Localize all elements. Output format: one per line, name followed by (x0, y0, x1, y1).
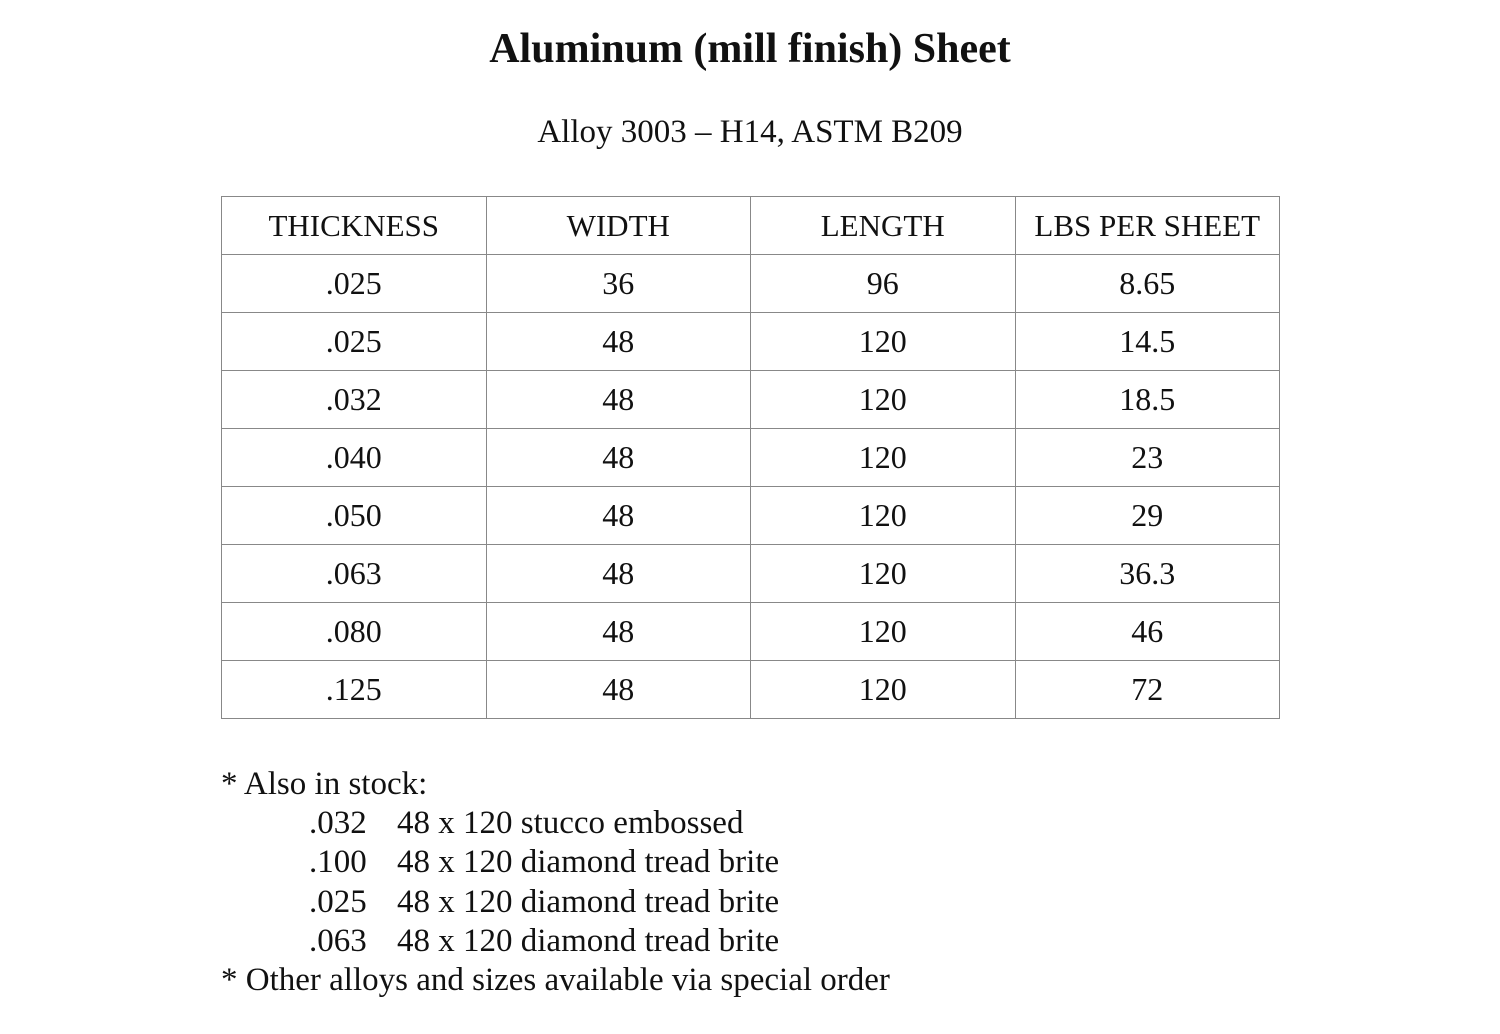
cell-width: 48 (486, 603, 751, 661)
stock-item (221, 804, 890, 843)
sheet-spec-table (221, 196, 1280, 719)
stock-item-thickness: .025 (309, 883, 367, 920)
table-row (222, 545, 1280, 603)
cell-lbs-per-sheet: 46 (1015, 603, 1280, 661)
cell-width: 48 (486, 429, 751, 487)
column-header-lbs-per-sheet: LBS PER SHEET (1015, 197, 1280, 255)
stock-item-description: 48 x 120 diamond tread brite (397, 922, 780, 959)
table-row (222, 371, 1280, 429)
cell-thickness: .063 (222, 545, 487, 603)
column-header-width: WIDTH (486, 197, 751, 255)
table-row (222, 313, 1280, 371)
cell-thickness: .032 (222, 371, 487, 429)
page-title: Aluminum (mill finish) Sheet (489, 26, 1011, 72)
cell-thickness: .125 (222, 661, 487, 719)
cell-length: 120 (751, 661, 1016, 719)
stock-item-thickness: .032 (309, 805, 367, 842)
cell-lbs-per-sheet: 36.3 (1015, 545, 1280, 603)
cell-width: 48 (486, 545, 751, 603)
cell-width: 48 (486, 487, 751, 545)
stock-item-thickness: .100 (309, 844, 367, 881)
cell-length: 120 (751, 603, 1016, 661)
stock-item-thickness: .063 (309, 922, 367, 959)
cell-width: 48 (486, 371, 751, 429)
cell-lbs-per-sheet: 23 (1015, 429, 1280, 487)
cell-thickness: .080 (222, 603, 487, 661)
cell-length: 120 (751, 429, 1016, 487)
cell-length: 96 (751, 255, 1016, 313)
stock-item-description: 48 x 120 stucco embossed (397, 805, 744, 842)
cell-width: 48 (486, 313, 751, 371)
table-row (222, 603, 1280, 661)
stock-item (221, 883, 890, 922)
stock-notes (221, 765, 890, 1000)
table-row (222, 661, 1280, 719)
cell-lbs-per-sheet: 14.5 (1015, 313, 1280, 371)
stock-item (221, 922, 890, 961)
cell-thickness: .040 (222, 429, 487, 487)
table-row (222, 255, 1280, 313)
cell-thickness: .025 (222, 313, 487, 371)
cell-width: 48 (486, 661, 751, 719)
cell-thickness: .050 (222, 487, 487, 545)
cell-length: 120 (751, 487, 1016, 545)
page-subtitle: Alloy 3003 – H14, ASTM B209 (537, 114, 963, 150)
table-header-row (222, 197, 1280, 255)
stock-item-description: 48 x 120 diamond tread brite (397, 844, 780, 881)
cell-length: 120 (751, 313, 1016, 371)
cell-thickness: .025 (222, 255, 487, 313)
table-row (222, 429, 1280, 487)
cell-width: 36 (486, 255, 751, 313)
special-order-note: * Other alloys and sizes available via special order (221, 962, 890, 999)
column-header-length: LENGTH (751, 197, 1016, 255)
cell-lbs-per-sheet: 18.5 (1015, 371, 1280, 429)
cell-length: 120 (751, 545, 1016, 603)
cell-lbs-per-sheet: 29 (1015, 487, 1280, 545)
cell-length: 120 (751, 371, 1016, 429)
stock-item (221, 843, 890, 882)
stock-item-description: 48 x 120 diamond tread brite (397, 883, 780, 920)
table-row (222, 487, 1280, 545)
cell-lbs-per-sheet: 72 (1015, 661, 1280, 719)
column-header-thickness: THICKNESS (222, 197, 487, 255)
stock-heading: * Also in stock: (221, 766, 428, 802)
cell-lbs-per-sheet: 8.65 (1015, 255, 1280, 313)
